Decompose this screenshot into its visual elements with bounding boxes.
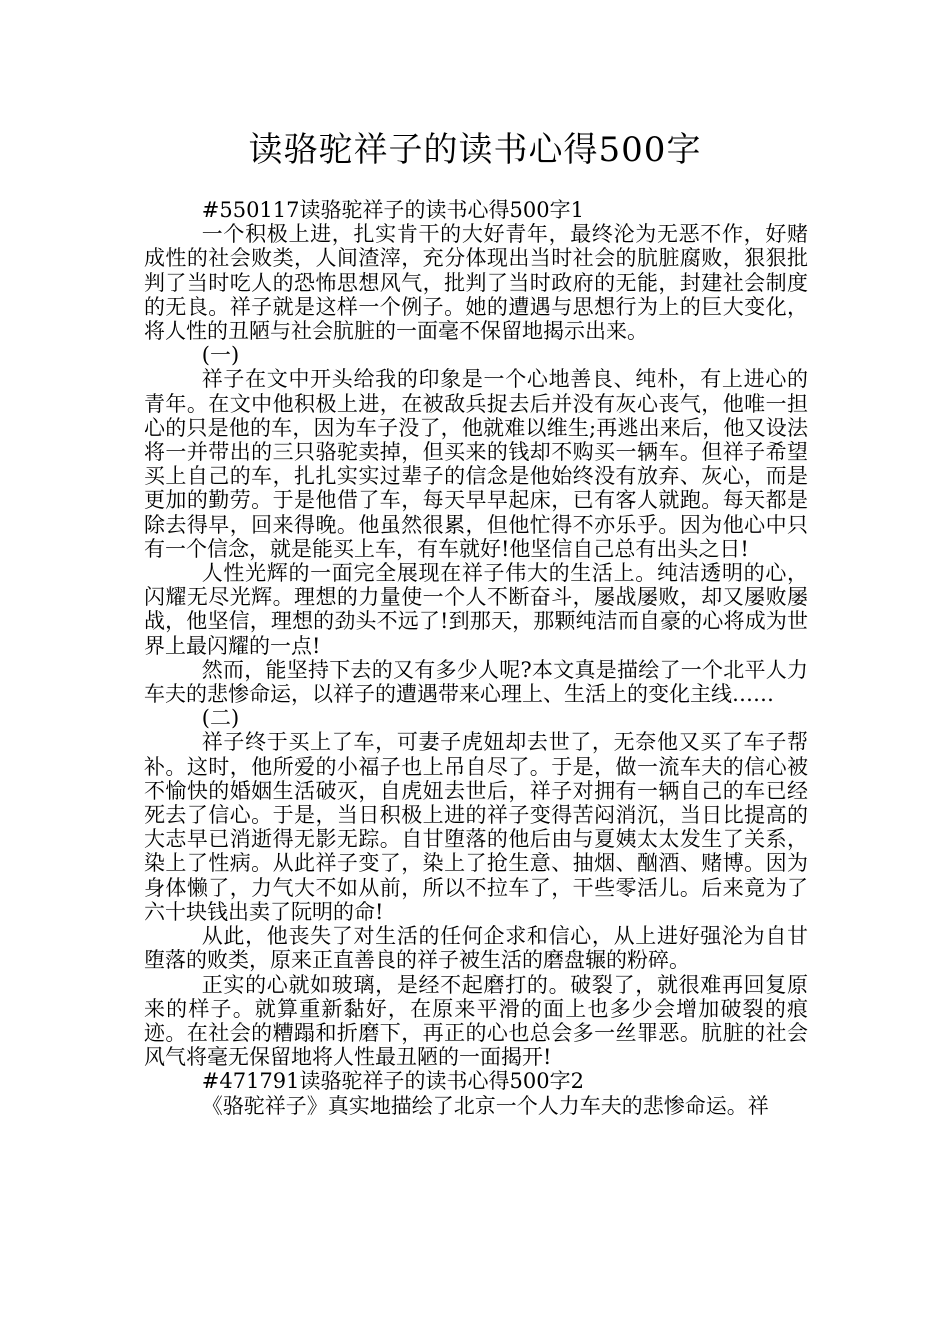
paragraph: 人性光辉的一面完全展现在祥子伟大的生活上。纯洁透明的心，闪耀无尽光辉。理想的力量使一个人不断奋斗，屡战屡败，却又屡败屡战，他坚信，理想的劲头不远了!到那天，那颗纯洁而自豪的心将成为世界上最闪耀的一点!	[144, 561, 808, 658]
paragraph: 从此，他丧失了对生活的任何企求和信心，从上进好强沦为自甘堕落的败类，原来正直善良的祥子被生活的磨盘辗的粉碎。	[144, 924, 808, 973]
part-marker-1: (一)	[201, 343, 240, 368]
paragraph: 《骆驼祥子》真实地描绘了北京一个人力车夫的悲惨命运。祥	[201, 1093, 769, 1118]
part-marker-2: (二)	[201, 706, 240, 731]
paragraph: 正实的心就如玻璃，是经不起磨打的。破裂了，就很难再回复原来的样子。就算重新黏好，在原来平滑的面上也多少会增加破裂的痕迹。在社会的糟蹋和折磨下，再正的心也总会多一丝罪恶。肮脏的社会风气将毫无保留地将人性最丑陋的一面揭开!	[144, 972, 808, 1070]
paragraph: 祥子终于买上了车，可妻子虎妞却去世了，无奈他又买了车子帮补。这时，他所爱的小福子也上吊自尽了。于是，做一流车夫的信心被不愉快的婚姻生活破灭，自虎妞去世后，祥子对拥有一辆自己的车已经死去了信心。于是，当日积极上进的祥子变得苦闷消沉，当日比提高的大志早已消逝得无影无踪。自甘堕落的他后由与夏姨太太发生了关系，染上了性病。从此祥子变了，染上了抢生意、抽烟、酗酒、赌博。因为身体懒了，力气大不如从前，所以不拉车了，干些零活儿。后来竟为了六十块钱出卖了阮明的命!	[144, 730, 808, 924]
paragraph: 祥子在文中开头给我的印象是一个心地善良、纯朴，有上进心的青年。在文中他积极上进，在被敌兵捉去后并没有灰心丧气，他唯一担心的只是他的车，因为车子没了，他就难以维生;再逃出来后，他又设法将一并带出的三只骆驼卖掉，但买来的钱却不购买一辆车。但祥子希望买上自己的车，扎扎实实过辈子的信念是他始终没有放弃、灰心，而是更加的勤劳。于是他借了车，每天早早起床，已有客人就跑。每天都是除去得早，回来得晚。他虽然很累，但他忙得不亦乐乎。因为他心中只有一个信念，就是能买上车，有车就好!他坚信自己总有出头之日!	[144, 367, 808, 561]
paragraph: 然而，能坚持下去的又有多少人呢?本文真是描绘了一个北平人力车夫的悲惨命运，以祥子的遭遇带来心理上、生活上的变化主线……	[144, 657, 808, 707]
section-heading-1: #550117读骆驼祥子的读书心得500字1	[201, 198, 584, 222]
paragraph: 一个积极上进，扎实肯干的大好青年，最终沦为无恶不作，好赌成性的社会败类，人间渣滓，充分体现出当时社会的肮脏腐败，狠狠批判了当时吃人的恐怖思想风气，批判了当时政府的无能，封建社会制度的无良。祥子就是这样一个例子。她的遭遇与思想行为上的巨大变化，将人性的丑陋与社会肮脏的一面毫不保留地揭示出来。	[144, 222, 808, 344]
section-heading-2: #471791读骆驼祥子的读书心得500字2	[201, 1069, 584, 1094]
document-body	[144, 198, 808, 1118]
document-title: 读骆驼祥子的读书心得500字	[248, 130, 702, 170]
